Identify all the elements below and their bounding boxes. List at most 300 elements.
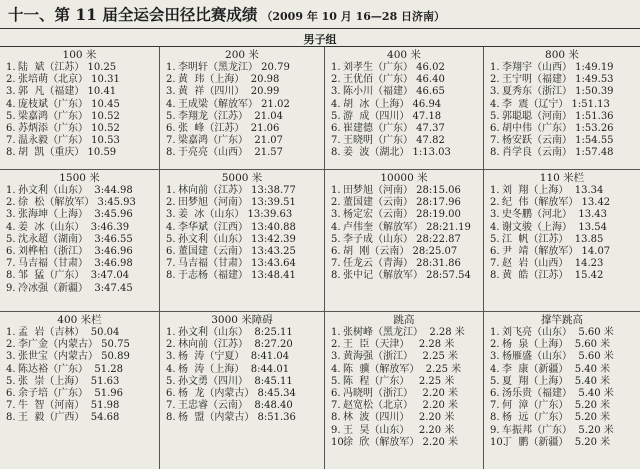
result-row <box>166 351 324 363</box>
result-entry: 郭聪聪（河南） 1:51.36 <box>502 110 614 122</box>
result-entry: 张 崇（上海） 51.63 <box>18 375 120 387</box>
result-list <box>160 62 324 160</box>
result-rank: 3. <box>166 351 176 363</box>
result-row <box>331 270 483 282</box>
result-row <box>6 327 159 339</box>
result-entry: 郭 凡（福建） 10.41 <box>18 86 117 98</box>
result-entry: 杨 涛（上海） 8:44.01 <box>178 363 290 375</box>
result-rank: 2. <box>6 197 16 209</box>
result-row <box>490 99 640 111</box>
result-entry: 李广金（内蒙古） 50.75 <box>18 339 130 351</box>
event-block <box>484 312 640 469</box>
result-row <box>490 147 640 159</box>
result-row <box>490 111 640 123</box>
result-rank: 8. <box>490 147 500 159</box>
result-rank: 4. <box>6 221 16 233</box>
result-entry: 李 震（辽宁） 1:51.13 <box>502 98 610 110</box>
result-rank: 10. <box>490 436 506 448</box>
result-rank: 1. <box>331 185 341 196</box>
result-rank: 7. <box>490 400 500 412</box>
result-row <box>6 339 159 351</box>
result-entry: 田梦旭（河南） 13:39.51 <box>178 197 296 209</box>
result-row <box>166 123 324 135</box>
result-entry: 黄 皓（江苏） 15.42 <box>502 270 604 282</box>
result-rank: 4. <box>6 98 16 110</box>
result-row <box>490 135 640 147</box>
result-rank: 5. <box>490 233 500 245</box>
result-row <box>331 99 483 111</box>
result-rank: 7. <box>490 135 500 147</box>
result-entry: 李翔龙（江苏） 21.04 <box>178 110 283 122</box>
result-rank: 4. <box>6 363 16 375</box>
result-rank: 6. <box>6 387 16 399</box>
result-row <box>6 86 159 98</box>
result-entry: 杨雁盛（山东） 5.60 米 <box>502 351 614 363</box>
result-row <box>6 234 159 246</box>
result-row <box>6 222 159 234</box>
result-rank: 6. <box>331 122 341 134</box>
result-entry: 陈 程（广东） 2.25 米 <box>343 375 455 387</box>
result-list <box>325 62 483 160</box>
result-rank: 9. <box>331 424 341 436</box>
result-row <box>331 222 483 234</box>
result-entry: 何 漳（广东） 5.20 米 <box>502 400 611 412</box>
result-row <box>331 111 483 123</box>
event-block <box>484 170 640 312</box>
result-rank: 3. <box>166 209 176 221</box>
result-entry: 肖学良（云南） 1:57.48 <box>502 147 614 159</box>
result-entry: 崔建德（广东） 47.37 <box>343 122 445 134</box>
result-list <box>0 185 159 295</box>
result-rank: 3. <box>331 209 341 221</box>
result-entry: 林向前（江苏） 8:27.20 <box>178 339 293 351</box>
event-title: 撑竿跳高 <box>541 314 583 326</box>
result-row <box>6 364 159 376</box>
result-entry: 杨 涛（宁夏） 8:41.04 <box>178 351 290 363</box>
result-row <box>166 364 324 376</box>
result-rank: 9. <box>6 282 16 294</box>
result-entry: 马吉福（甘肃） 13:43.64 <box>178 258 296 270</box>
page-title <box>8 4 445 26</box>
result-entry: 冯晓明（浙江） 2.20 米 <box>343 387 458 399</box>
result-entry: 夏 翔（上海） 5.40 米 <box>502 375 611 387</box>
result-entry: 陈小川（福建） 46.65 <box>343 86 445 98</box>
result-rank: 7. <box>331 400 341 412</box>
result-rank: 8. <box>331 147 341 159</box>
result-rank: 6. <box>490 122 500 134</box>
result-row <box>6 147 159 159</box>
result-rank: 2. <box>490 339 500 351</box>
result-entry: 杨定宏（云南） 28:19.00 <box>343 209 461 221</box>
result-row <box>6 246 159 258</box>
result-entry: 刘孝生（广东） 46.02 <box>343 62 445 73</box>
event-title: 800 米 <box>545 49 579 61</box>
result-entry: 董国建（云南） 13:43.25 <box>178 245 296 257</box>
result-entry: 李明轩（黑龙江） 20.79 <box>178 62 290 73</box>
result-entry: 林向前（江苏） 13:38.77 <box>178 185 296 196</box>
result-rank: 1. <box>6 62 16 73</box>
result-rank: 5. <box>331 375 341 387</box>
result-entry: 张中记（解放军） 28:57.54 <box>343 270 471 282</box>
result-row <box>490 376 640 388</box>
result-entry: 史冬鹏（河北） 13.43 <box>502 209 607 221</box>
result-rank: 8. <box>166 147 176 159</box>
result-entry: 刘飞亮（山东） 5.60 米 <box>502 327 614 338</box>
result-rank: 3. <box>6 209 16 221</box>
result-rank: 6. <box>6 245 16 257</box>
result-row <box>6 376 159 388</box>
result-row <box>166 185 324 197</box>
result-entry: 沈永超（湖南） 3:46.55 <box>18 233 133 245</box>
result-rank: 8. <box>490 412 500 424</box>
result-entry: 王忠睿（云南） 8:48.40 <box>178 400 293 412</box>
result-entry: 于志杨（福建） 13:48.41 <box>178 270 296 282</box>
result-entry: 尹 靖（解放军） 14.07 <box>502 245 611 257</box>
result-rank: 9. <box>490 424 500 436</box>
result-entry: 王晓明（广东） 47.82 <box>343 135 445 147</box>
result-row <box>490 62 640 74</box>
result-rank: 5. <box>331 233 341 245</box>
result-rank: 5. <box>6 233 16 245</box>
event-block <box>160 170 325 312</box>
result-entry: 田梦旭（河南） 28:15.06 <box>343 185 461 196</box>
result-rank: 2. <box>166 339 176 351</box>
result-row <box>490 437 640 449</box>
result-rank: 1. <box>166 327 176 338</box>
title-subtitle: （2009 年 10 月 16—28 日济南） <box>261 10 446 23</box>
result-row <box>331 364 483 376</box>
event-block <box>160 312 325 469</box>
result-row <box>166 400 324 412</box>
result-rank: 7. <box>6 400 16 412</box>
result-rank: 4. <box>166 363 176 375</box>
result-rank: 5. <box>6 375 16 387</box>
result-list <box>0 62 159 160</box>
result-entry: 姜 冰（山东） 13:39.63 <box>178 209 293 221</box>
result-entry: 胡中伟（广东） 1:53.26 <box>502 122 614 134</box>
result-rank: 8. <box>490 270 500 282</box>
result-rank: 5. <box>331 110 341 122</box>
result-entry: 李翔宇（山西） 1:49.19 <box>502 62 614 73</box>
result-row <box>166 209 324 221</box>
result-rank: 6. <box>331 387 341 399</box>
result-row <box>6 209 159 221</box>
result-row <box>166 74 324 86</box>
result-rank: 6. <box>166 122 176 134</box>
result-rank: 3. <box>490 86 500 98</box>
result-entry: 王优佰（广东） 46.40 <box>343 74 445 86</box>
result-entry: 王 臣（天津） 2.28 米 <box>343 339 455 351</box>
result-entry: 王 昊（山东） 2.20 米 <box>343 424 455 436</box>
result-rank: 7. <box>331 135 341 147</box>
result-rank: 8. <box>331 270 341 282</box>
result-entry: 黄 玮（上海） 20.98 <box>178 74 280 86</box>
result-rank: 4. <box>490 363 500 375</box>
result-rank: 1. <box>490 327 500 338</box>
result-rank: 8. <box>331 412 341 424</box>
result-entry: 张树峰（黑龙江） 2.28 米 <box>343 327 465 338</box>
result-row <box>6 111 159 123</box>
result-rank: 3. <box>490 209 500 221</box>
result-row <box>166 147 324 159</box>
result-rank: 6. <box>331 245 341 257</box>
result-rank: 6. <box>490 387 500 399</box>
result-row <box>331 209 483 221</box>
result-entry: 刘桦柏（浙江） 3:46.96 <box>18 245 133 257</box>
result-row <box>490 412 640 424</box>
result-entry: 汤乐贵（福建） 5.40 米 <box>502 387 614 399</box>
result-row <box>166 197 324 209</box>
result-row <box>331 400 483 412</box>
event-block <box>325 312 484 469</box>
result-entry: 孙文勇（四川） 8:45.11 <box>178 375 293 387</box>
result-row <box>490 209 640 221</box>
result-rank: 3. <box>331 86 341 98</box>
result-rank: 7. <box>490 258 500 270</box>
result-row <box>490 123 640 135</box>
result-entry: 杨安跃（云南） 1:54.55 <box>502 135 614 147</box>
result-row <box>166 99 324 111</box>
result-row <box>6 270 159 282</box>
result-entry: 姜 冰（山东） 3:46.39 <box>18 221 130 233</box>
result-rank: 1. <box>6 327 16 338</box>
result-row <box>166 62 324 74</box>
result-entry: 张培萌（北京） 10.31 <box>18 74 120 86</box>
result-rank: 2. <box>331 74 341 86</box>
result-entry: 黄 祥（四川） 20.99 <box>178 86 280 98</box>
result-rank: 3. <box>166 86 176 98</box>
event-title: 3000 米障碍 <box>211 314 273 326</box>
result-row <box>6 400 159 412</box>
result-row <box>331 62 483 74</box>
result-row <box>6 351 159 363</box>
result-row <box>490 74 640 86</box>
result-entry: 孙文利（山东） 3:44.98 <box>18 185 133 196</box>
result-row <box>331 388 483 400</box>
result-row <box>166 234 324 246</box>
result-row <box>331 351 483 363</box>
result-rank: 1. <box>6 185 16 196</box>
result-entry: 董国建（云南） 28:17.96 <box>343 197 461 209</box>
result-rank: 3. <box>331 351 341 363</box>
result-entry: 赵宽松（北京） 2.20 米 <box>343 400 458 412</box>
result-entry: 温永毅（广东） 10.53 <box>18 135 120 147</box>
result-entry: 孙文利（山东） 13:42.39 <box>178 233 296 245</box>
result-row <box>490 86 640 98</box>
result-rank: 8. <box>166 412 176 424</box>
result-rank: 7. <box>6 135 16 147</box>
result-entry: 张海坤（上海） 3:45.96 <box>18 209 133 221</box>
result-row <box>490 270 640 282</box>
result-row <box>6 283 159 295</box>
result-rank: 1. <box>166 62 176 73</box>
result-rank: 7. <box>6 258 16 270</box>
result-row <box>331 147 483 159</box>
result-rank: 5. <box>166 375 176 387</box>
result-row <box>331 437 483 449</box>
result-entry: 梁嘉鸿（广东） 10.52 <box>18 110 120 122</box>
result-entry: 赵 岩（山西） 14.23 <box>502 258 604 270</box>
result-entry: 杨 远（广东） 5.20 米 <box>502 412 611 424</box>
result-rank: 8. <box>6 147 16 159</box>
result-entry: 张 峰（江苏） 21.06 <box>178 122 280 134</box>
result-entry: 孟 岩（吉林） 50.04 <box>18 327 120 338</box>
result-row <box>490 197 640 209</box>
result-rank: 7. <box>166 400 176 412</box>
event-title: 400 米栏 <box>57 314 102 326</box>
event-title: 10000 米 <box>380 172 428 184</box>
result-list <box>0 327 159 425</box>
result-rank: 2. <box>331 197 341 209</box>
event-title: 5000 米 <box>221 172 263 184</box>
result-rank: 7. <box>166 258 176 270</box>
result-entry: 胡 凯（重庆） 10.59 <box>18 147 117 159</box>
result-row <box>166 270 324 282</box>
result-row <box>166 135 324 147</box>
result-row <box>490 246 640 258</box>
result-entry: 余子培（广东） 51.96 <box>18 387 123 399</box>
result-rank: 1. <box>331 62 341 73</box>
result-entry: 孙文利（山东） 8:25.11 <box>178 327 293 338</box>
result-entry: 江 帆（江苏） 13.85 <box>502 233 604 245</box>
result-row <box>166 388 324 400</box>
result-row <box>6 197 159 209</box>
result-rank: 4. <box>331 221 341 233</box>
result-entry: 夏秀东（浙江） 1:50.39 <box>502 86 614 98</box>
result-list <box>484 185 640 283</box>
title-rule <box>0 28 640 29</box>
result-rank: 4. <box>490 221 500 233</box>
result-list <box>160 327 324 425</box>
result-row <box>6 388 159 400</box>
result-entry: 任龙云（青海） 28:31.86 <box>343 258 461 270</box>
result-entry: 王 毅（广西） 54.68 <box>18 412 120 424</box>
result-row <box>490 400 640 412</box>
event-block <box>160 47 325 170</box>
result-rank: 2. <box>6 74 16 86</box>
result-entry: 谢文骏（上海） 13.54 <box>502 221 607 233</box>
result-rank: 4. <box>166 221 176 233</box>
result-rank: 7. <box>331 258 341 270</box>
result-entry: 杨 泉（上海） 5.60 米 <box>502 339 611 351</box>
result-row <box>331 86 483 98</box>
event-title: 100 米 <box>62 49 97 61</box>
result-row <box>331 327 483 339</box>
result-row <box>331 339 483 351</box>
result-rank: 2. <box>490 197 500 209</box>
result-entry: 梁嘉鸿（广东） 21.07 <box>178 135 283 147</box>
result-entry: 徐 欣（解放军） 2.20 米 <box>343 436 458 448</box>
event-title: 跳高 <box>393 314 415 326</box>
result-rank: 10. <box>331 436 347 448</box>
event-block <box>325 170 484 312</box>
result-entry: 庞枝斌（广东） 10.45 <box>18 98 120 110</box>
result-rank: 8. <box>6 270 16 282</box>
result-list <box>325 327 483 449</box>
result-row <box>490 351 640 363</box>
result-rank: 1. <box>331 327 341 338</box>
result-list <box>484 62 640 160</box>
result-entry: 李子成（山东） 28:22.87 <box>343 233 461 245</box>
result-rank: 2. <box>490 74 500 86</box>
result-rank: 8. <box>6 412 16 424</box>
result-entry: 牛 智（河南） 51.98 <box>18 400 120 412</box>
result-entry: 李华斌（江西） 13:40.88 <box>178 221 296 233</box>
result-rank: 6. <box>166 245 176 257</box>
result-row <box>490 364 640 376</box>
result-entry: 徐 松（解放军） 3:45.93 <box>18 197 136 209</box>
result-row <box>331 74 483 86</box>
result-row <box>6 135 159 147</box>
result-entry: 陈 骥（解放军） 2.25 米 <box>343 363 462 375</box>
result-row <box>166 222 324 234</box>
event-title: 1500 米 <box>59 172 100 184</box>
result-rank: 5. <box>166 110 176 122</box>
result-row <box>6 123 159 135</box>
result-row <box>490 339 640 351</box>
result-row <box>6 74 159 86</box>
event-title: 400 米 <box>387 49 421 61</box>
result-entry: 杨 盟（内蒙古） 8:51.36 <box>178 412 296 424</box>
result-row <box>166 111 324 123</box>
result-row <box>331 234 483 246</box>
result-entry: 卢伟奎（解放军） 28:21.19 <box>343 221 471 233</box>
result-rank: 3. <box>490 351 500 363</box>
result-entry: 李 康（新疆） 5.40 米 <box>502 363 611 375</box>
result-entry: 苏炳添（广东） 10.52 <box>18 122 120 134</box>
result-entry: 黄海强（浙江） 2.25 米 <box>343 351 458 363</box>
result-entry: 胡 冰（上海） 46.94 <box>343 98 442 110</box>
result-entry: 纪 伟（解放军） 13.42 <box>502 197 611 209</box>
result-row <box>166 339 324 351</box>
event-block <box>325 47 484 170</box>
result-rank: 5. <box>6 110 16 122</box>
result-rank: 1. <box>490 62 500 73</box>
result-entry: 杨 龙（内蒙古） 8:45.34 <box>178 387 296 399</box>
result-entry: 姜 波（湖北） 1:13.03 <box>343 147 451 159</box>
result-entry: 刘 翔（上海） 13.34 <box>502 185 604 196</box>
result-rank: 1. <box>490 185 500 196</box>
result-rank: 3. <box>6 351 16 363</box>
result-row <box>6 258 159 270</box>
result-list <box>160 185 324 283</box>
result-row <box>6 99 159 111</box>
result-list <box>484 327 640 449</box>
result-row <box>331 135 483 147</box>
result-entry: 车振邦（广东） 5.20 米 <box>502 424 614 436</box>
result-entry: 张世宝（内蒙古） 50.89 <box>18 351 130 363</box>
result-row <box>490 327 640 339</box>
event-title: 110 米栏 <box>539 172 585 184</box>
result-row <box>331 425 483 437</box>
event-block <box>0 47 160 170</box>
result-rank: 6. <box>490 245 500 257</box>
result-rank: 2. <box>331 339 341 351</box>
result-row <box>490 185 640 197</box>
result-row <box>166 86 324 98</box>
result-row <box>331 123 483 135</box>
result-row <box>331 258 483 270</box>
result-entry: 陈达裕（广东） 51.28 <box>18 363 123 375</box>
result-entry: 于亮亮（山西） 21.57 <box>178 147 283 159</box>
result-rank: 4. <box>166 98 176 110</box>
event-block <box>484 47 640 170</box>
result-rank: 3. <box>6 86 16 98</box>
result-row <box>166 258 324 270</box>
result-rank: 6. <box>166 387 176 399</box>
result-list <box>325 185 483 283</box>
result-entry: 冷冰强（新疆） 3:47.45 <box>18 282 133 294</box>
